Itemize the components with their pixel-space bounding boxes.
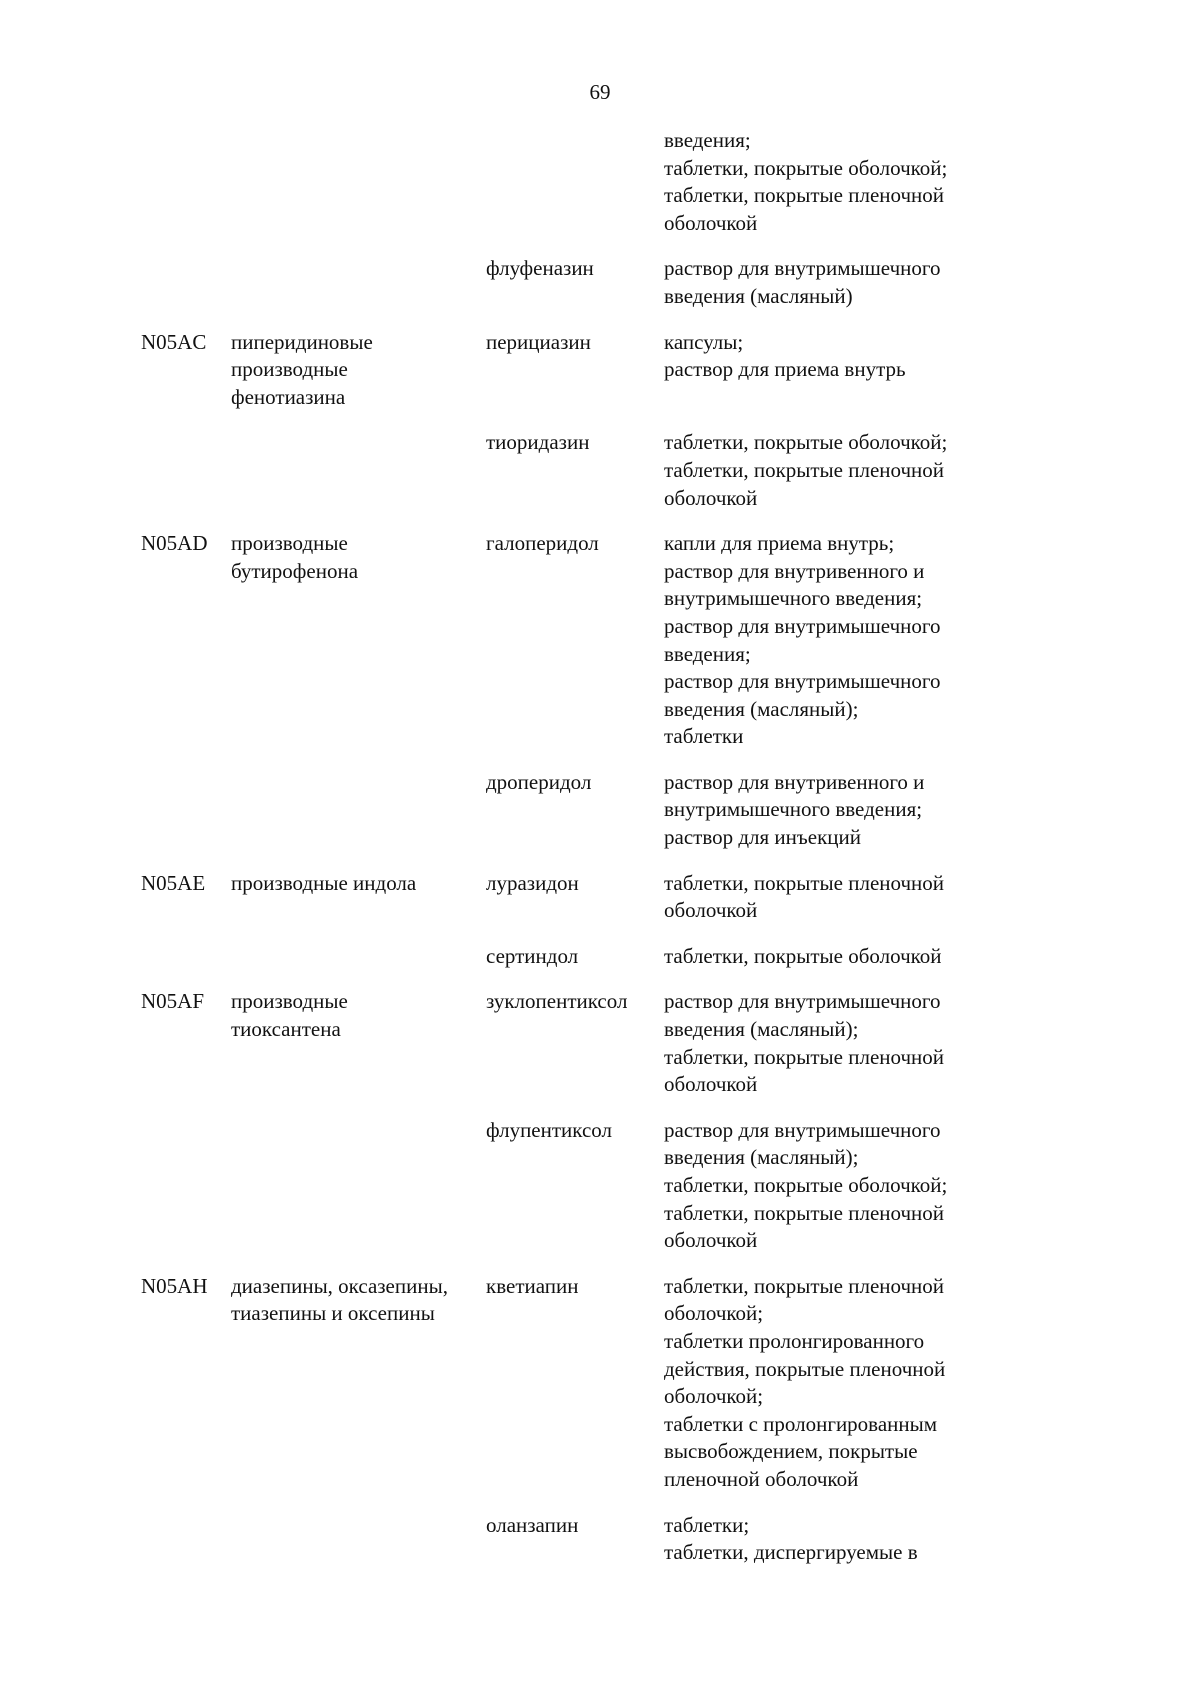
drug-name: кветиапин: [486, 1273, 579, 1298]
dosage-forms: таблетки, покрытые пленочной оболочкой; таблетки пролонгированного действия, покрытые пленочной оболочкой; таблетки с пролонгированным высвобождением, покрытые пленочной оболочкой: [664, 1273, 946, 1491]
dosage-forms: таблетки; таблетки, диспергируемые в: [664, 1512, 918, 1565]
dosage-forms: введения; таблетки, покрытые оболочкой; таблетки, покрытые пленочной оболочкой: [664, 128, 948, 235]
drug-name: тиоридазин: [486, 430, 590, 455]
drug-name: зуклопентиксол: [486, 989, 628, 1014]
table-row: [141, 255, 1021, 310]
atc-code: N05AE: [141, 870, 206, 895]
drug-name: флуфеназин: [486, 256, 594, 281]
atc-code: N05AD: [141, 531, 208, 556]
dosage-forms: раствор для внутримышечного введения (масляный); таблетки, покрытые оболочкой; таблетки, покрытые пленочной оболочкой: [664, 1117, 948, 1253]
table-row: [141, 429, 1021, 512]
drug-name: сертиндол: [486, 943, 579, 968]
drug-name: галоперидол: [486, 531, 599, 556]
table-row: [141, 1117, 1021, 1255]
group-name: диазепины, оксазепины, тиазепины и оксепины: [231, 1273, 448, 1326]
drug-table: [141, 127, 1021, 1567]
table-row: [141, 530, 1021, 751]
group-name: производные бутирофенона: [231, 531, 359, 583]
atc-code: N05AF: [141, 989, 205, 1014]
table-row: [141, 329, 1021, 412]
table-row: [141, 769, 1021, 852]
dosage-forms: капсулы; раствор для приема внутрь: [664, 329, 906, 382]
table-row: [141, 127, 1021, 237]
dosage-forms: капли для приема внутрь; раствор для внутривенного и внутримышечного введения; раствор для внутримышечного введения; раствор для внутримышечного введения (масляный); таблетки: [664, 531, 941, 749]
page-number: 69: [589, 80, 611, 104]
atc-code: N05AH: [141, 1273, 208, 1298]
table-row: [141, 1512, 1021, 1567]
table-row: [141, 988, 1021, 1098]
table-row: [141, 1273, 1021, 1494]
table-row: [141, 943, 1021, 971]
dosage-forms: раствор для внутримышечного введения (масляный): [664, 256, 941, 308]
drug-name: перициазин: [486, 329, 591, 354]
table-row: [141, 870, 1021, 925]
group-name: пиперидиновые производные фенотиазина: [231, 329, 373, 409]
group-name: производные тиоксантена: [231, 989, 348, 1042]
drug-name: дроперидол: [486, 769, 592, 794]
drug-name: луразидон: [486, 870, 579, 895]
group-name: производные индола: [231, 870, 417, 895]
atc-code: N05AC: [141, 329, 207, 354]
dosage-forms: таблетки, покрытые пленочной оболочкой: [664, 870, 945, 923]
drug-name: оланзапин: [486, 1512, 579, 1537]
dosage-forms: раствор для внутривенного и внутримышечного введения; раствор для инъекций: [664, 769, 925, 850]
dosage-forms: таблетки, покрытые оболочкой: [664, 943, 942, 968]
dosage-forms: раствор для внутримышечного введения (масляный); таблетки, покрытые пленочной оболочкой: [664, 989, 945, 1097]
dosage-forms: таблетки, покрытые оболочкой; таблетки, покрытые пленочной оболочкой: [664, 430, 948, 510]
drug-name: флупентиксол: [486, 1117, 612, 1142]
